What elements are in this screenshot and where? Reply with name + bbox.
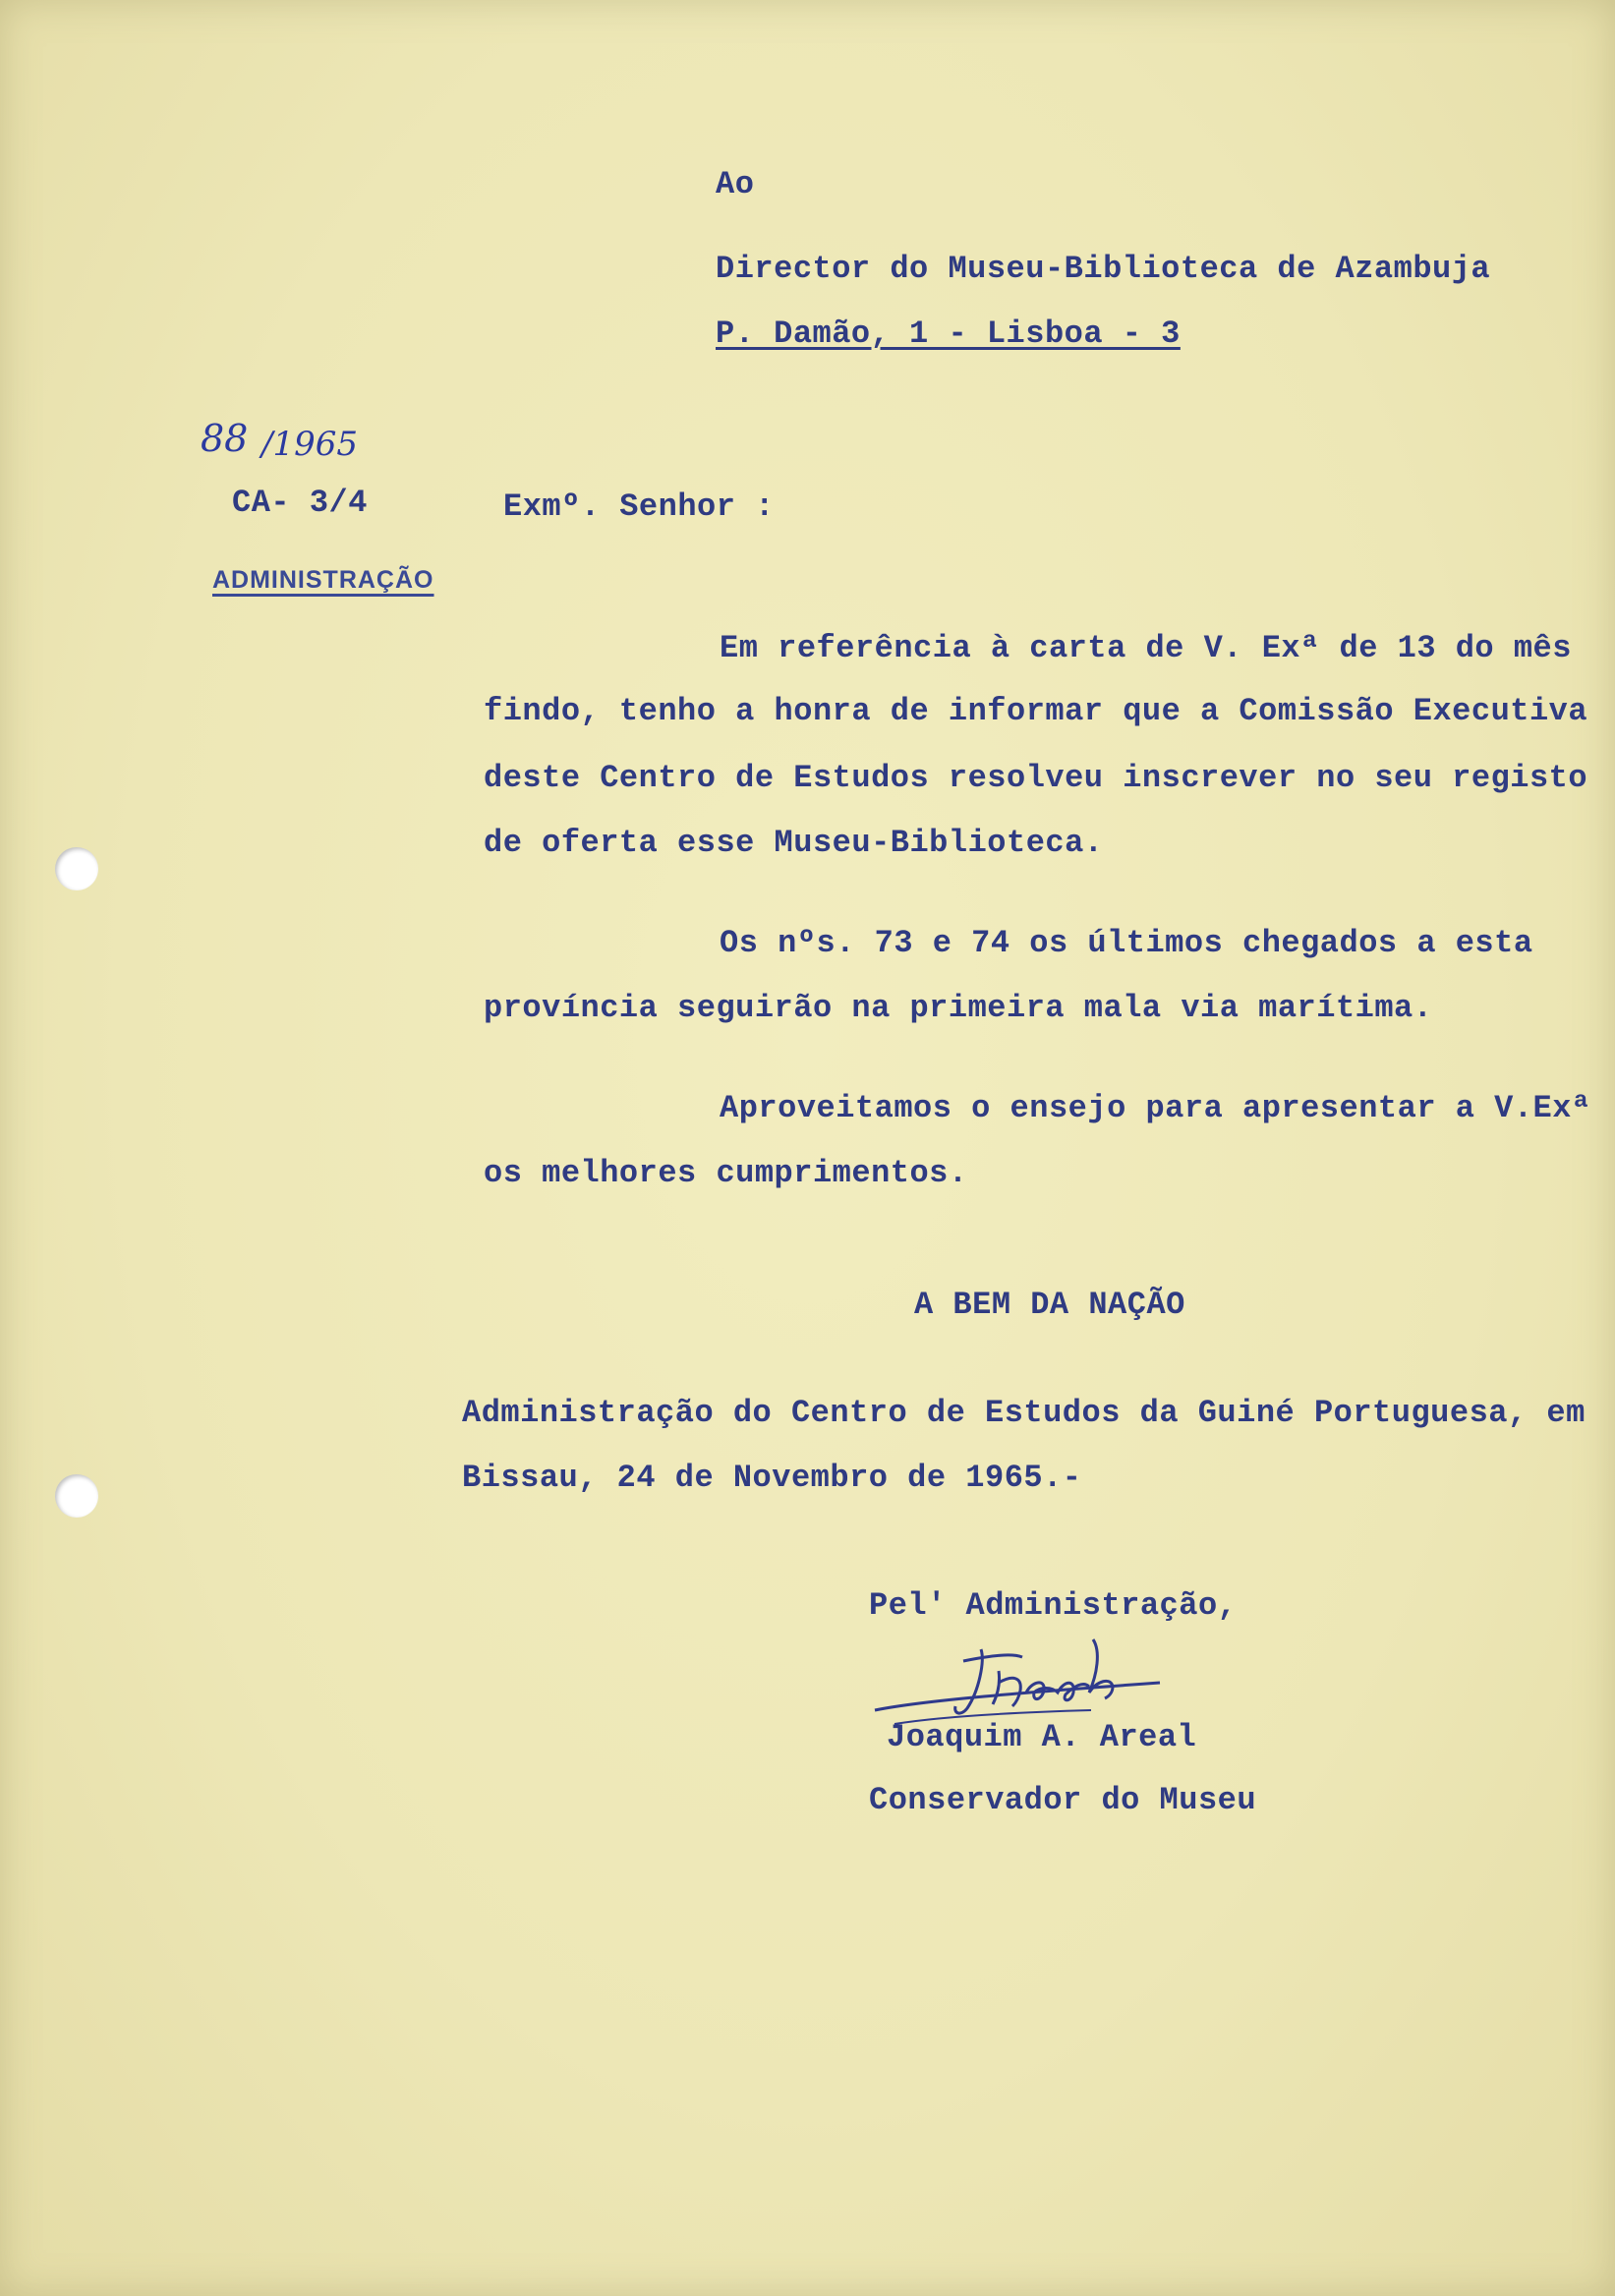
- on-behalf: Pel' Administração,: [869, 1587, 1238, 1624]
- body-p2-line2: província seguirão na primeira mala via marítima.: [484, 990, 1433, 1026]
- body-p3-line1: Aproveitamos o ensejo para apresentar a V.Exª: [720, 1090, 1591, 1126]
- place-date-line2: Bissau, 24 de Novembro de 1965.-: [462, 1460, 1082, 1496]
- motto: A BEM DA NAÇÃO: [914, 1287, 1185, 1323]
- body-p1-line2: findo, tenho a honra de informar que a Comissão Executiva: [484, 693, 1588, 729]
- addressee-address: P. Damão, 1 - Lisboa - 3: [716, 316, 1181, 352]
- body-p2-line1: Os nºs. 73 e 74 os últimos chegados a esta: [720, 925, 1533, 961]
- place-date-line1: Administração do Centro de Estudos da Guiné Portuguesa, em: [462, 1395, 1586, 1431]
- punch-hole-bottom: [55, 1474, 98, 1518]
- reference-code: CA- 3/4: [232, 485, 368, 521]
- salutation: Exmº. Senhor :: [503, 488, 775, 525]
- signatory-role: Conservador do Museu: [869, 1782, 1257, 1818]
- reference-year: /1965: [261, 425, 358, 464]
- body-p1-line4: de oferta esse Museu-Biblioteca.: [484, 825, 1104, 861]
- addressee-to: Ao: [716, 166, 755, 202]
- signatory-name: Joaquim A. Areal: [887, 1719, 1197, 1755]
- punch-hole-top: [55, 847, 98, 890]
- body-p3-line2: os melhores cumprimentos.: [484, 1155, 968, 1191]
- body-p1-line3: deste Centro de Estudos resolveu inscrever no seu registo: [484, 760, 1588, 796]
- department-stamp: ADMINISTRAÇÃO: [212, 566, 434, 594]
- reference-number: 88: [201, 417, 249, 460]
- addressee-title: Director do Museu-Biblioteca de Azambuja: [716, 251, 1491, 287]
- body-p1-line1: Em referência à carta de V. Exª de 13 do mês: [720, 630, 1572, 666]
